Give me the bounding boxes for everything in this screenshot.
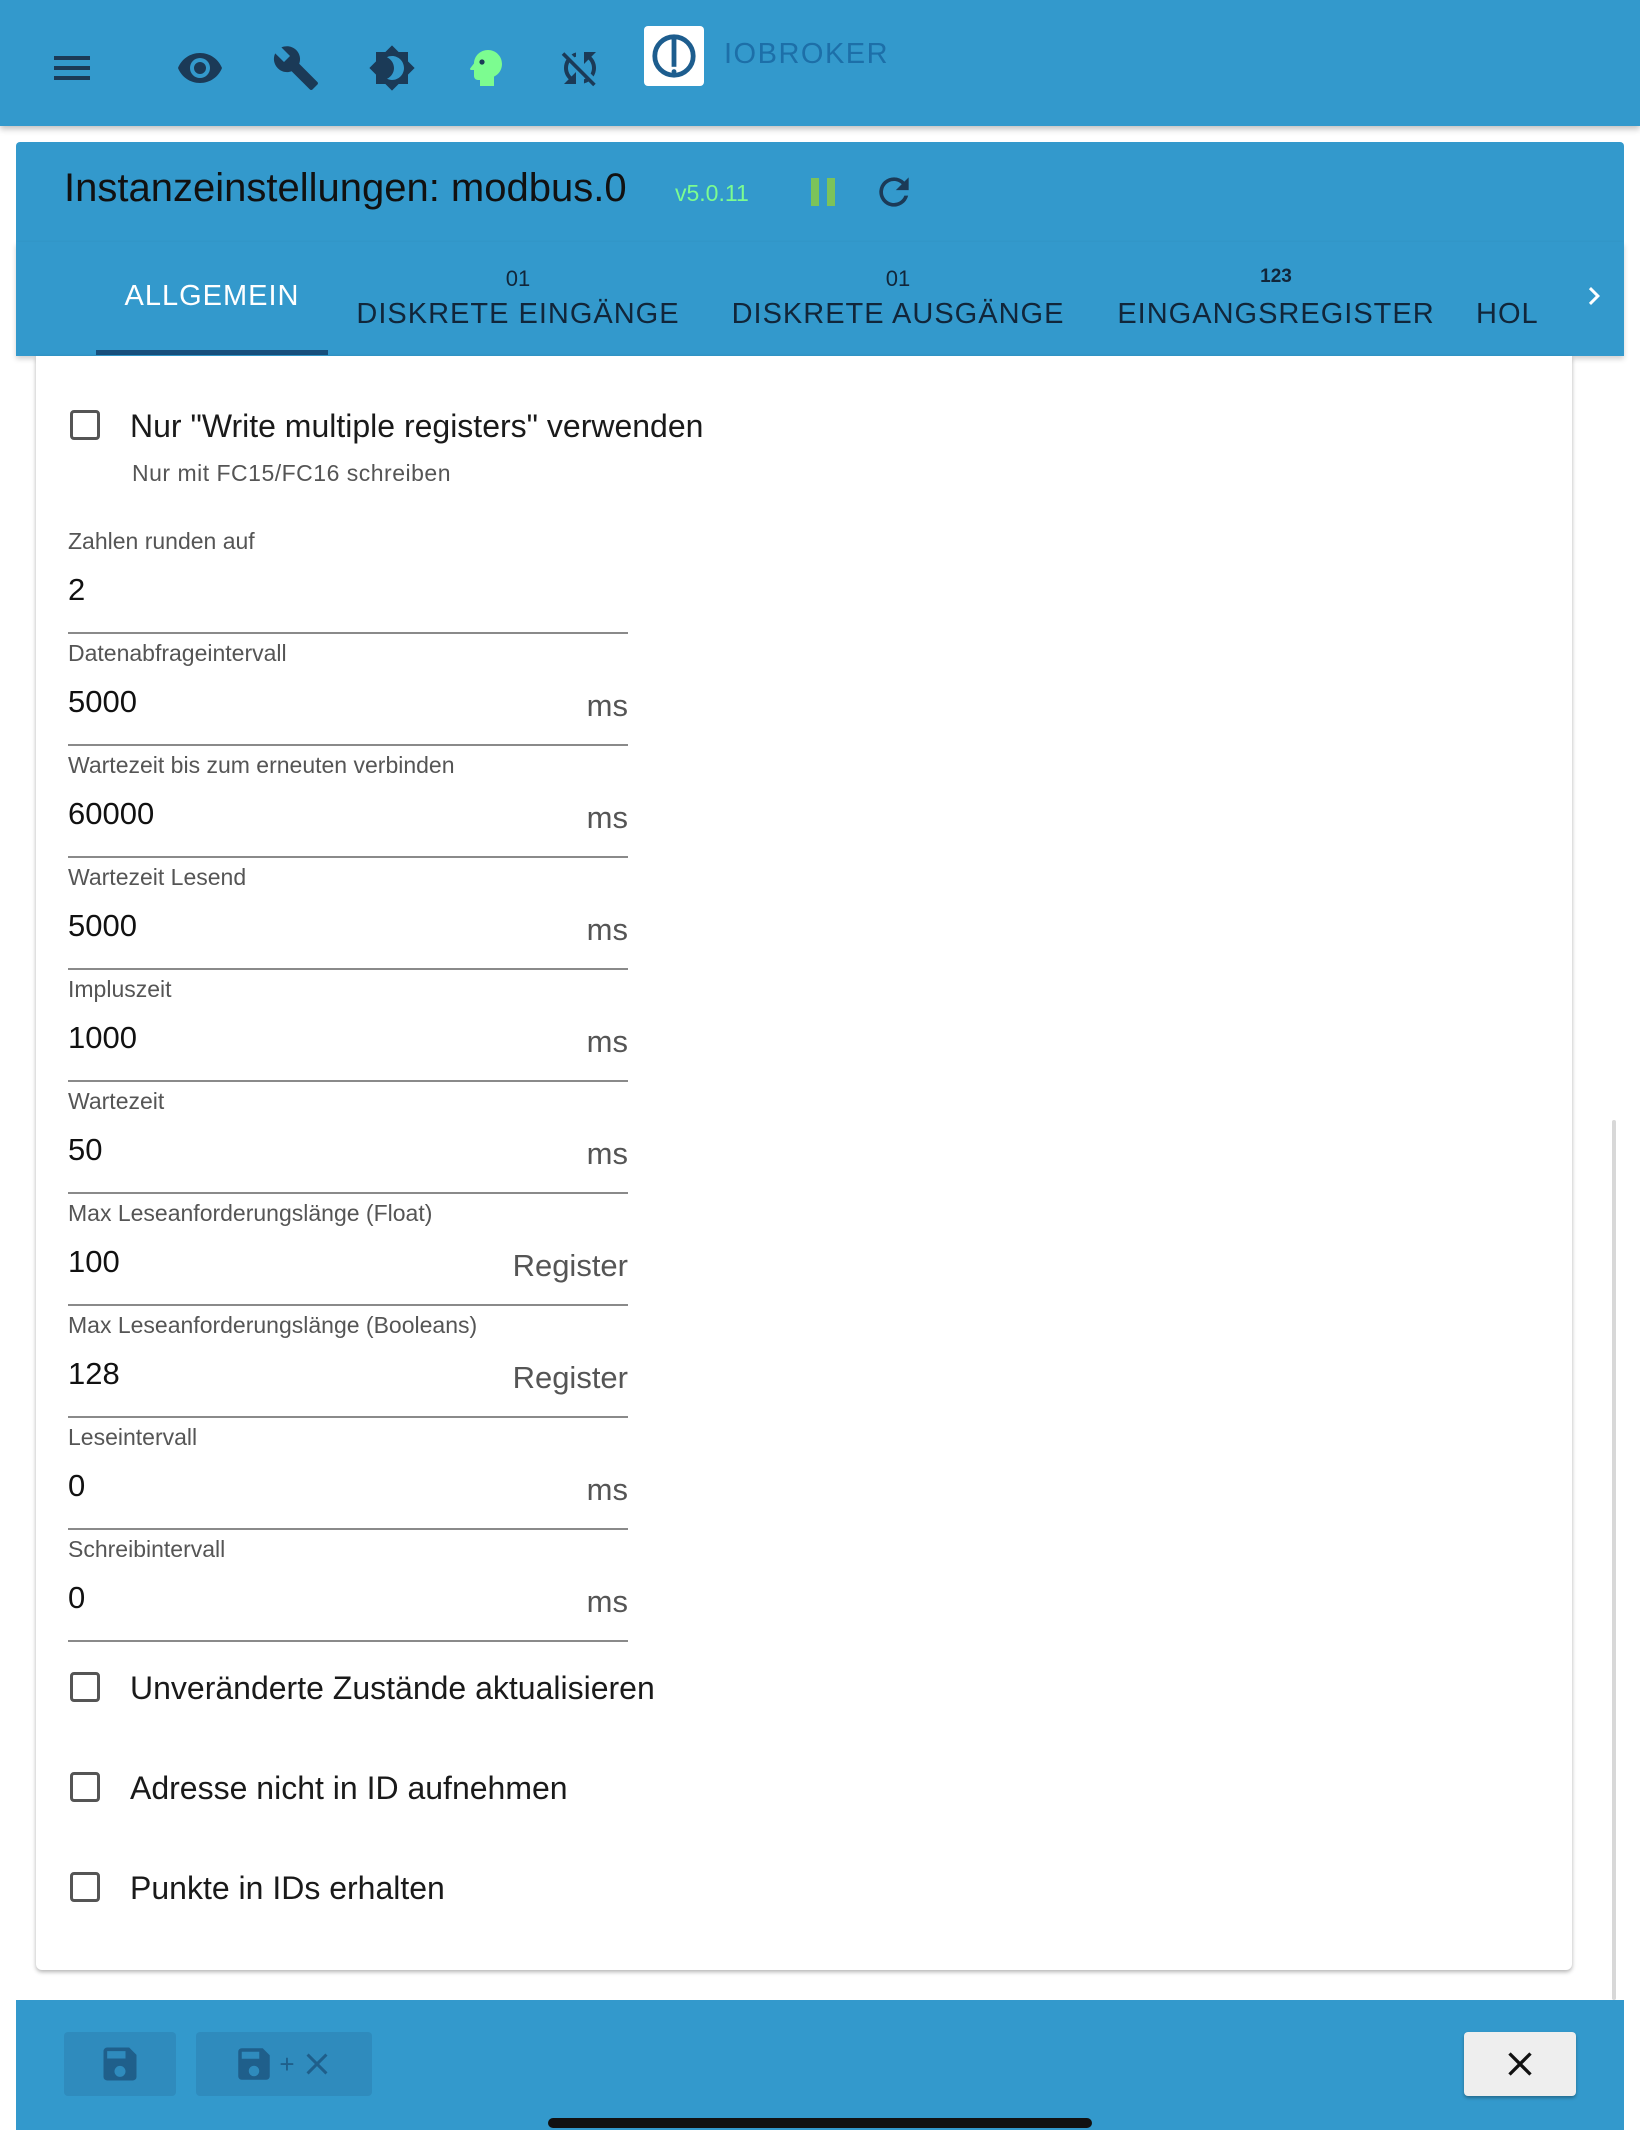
pulse-time-field[interactable] [68,976,628,1082]
tab-label: DISKRETE AUSGÄNGE [731,298,1065,330]
field-label: Leseintervall [68,1424,198,1450]
wait-time-field[interactable] [68,1088,628,1194]
tab-diskrete-eingaenge[interactable] [348,242,688,356]
home-indicator [548,2118,1092,2128]
reconnect-interval-field[interactable] [68,752,628,858]
field-value[interactable]: 0 [68,1468,86,1503]
brightness-icon[interactable] [364,40,420,96]
reload-icon[interactable] [872,170,916,219]
close-icon [1500,2044,1540,2084]
sync-off-icon[interactable] [552,40,608,96]
field-value[interactable]: 1000 [68,1020,137,1055]
binary-icon: 01 [885,266,911,291]
field-label: Impluszeit [68,976,172,1002]
binary-icon: 01 [505,266,531,291]
write-multiple-label: Nur "Write multiple registers" verwenden [130,408,704,444]
field-label: Zahlen runden auf [68,528,255,554]
field-value[interactable]: 60000 [68,796,155,831]
field-value[interactable]: 128 [68,1356,120,1391]
tab-eingangsregister[interactable] [1106,242,1446,356]
wrench-icon[interactable] [268,40,324,96]
tab-allgemein[interactable] [96,242,328,356]
tab-bar [16,242,1624,356]
field-unit: ms [586,688,628,723]
save-button[interactable] [64,2032,176,2096]
update-unchanged-label: Unveränderte Zustände aktualisieren [130,1670,655,1706]
app-bar [0,0,1640,126]
field-unit: ms [586,1024,628,1059]
read-timeout-field[interactable] [68,864,628,970]
write-multiple-help: Nur mit FC15/FC16 schreiben [132,460,451,486]
tab-holding-register[interactable] [1476,242,1566,356]
field-value[interactable]: 50 [68,1132,103,1167]
write-multiple-checkbox[interactable] [70,410,100,440]
iobroker-logo[interactable] [644,26,704,86]
round-numbers-field[interactable] [68,528,628,634]
read-interval-field[interactable] [68,1424,628,1530]
dialog-footer [16,2000,1624,2130]
tab-label: EINGANGSREGISTER [1117,298,1435,330]
tab-label: ALLGEMEIN [124,280,300,312]
field-unit: ms [586,800,628,835]
update-unchanged-checkbox[interactable] [70,1672,100,1702]
field-value[interactable]: 5000 [68,684,137,719]
iobroker-logo-icon [650,32,698,80]
pause-icon[interactable] [807,174,841,215]
max-read-length-float-field[interactable] [68,1200,628,1306]
chevron-right-icon[interactable] [1576,278,1612,319]
expert-head-icon[interactable] [458,40,514,96]
field-value[interactable]: 2 [68,572,86,607]
save-and-close-button[interactable] [196,2032,372,2096]
field-value[interactable]: 100 [68,1244,120,1279]
field-value[interactable]: 5000 [68,908,137,943]
max-read-length-boolean-field[interactable] [68,1312,628,1418]
field-unit: ms [586,1472,628,1507]
plus-sign: + [279,2048,295,2079]
dialog-title: Instanzeinstellungen: modbus.0 [64,166,627,210]
field-label: Wartezeit [68,1088,165,1114]
save-icon [98,2042,142,2086]
preserve-dots-label: Punkte in IDs erhalten [130,1870,445,1906]
close-icon [299,2046,335,2082]
write-interval-field[interactable] [68,1536,628,1642]
numeric-icon: 123 [1260,266,1292,287]
field-label: Wartezeit bis zum erneuten verbinden [68,752,455,778]
eye-icon[interactable] [172,40,228,96]
preserve-dots-checkbox[interactable] [70,1872,100,1902]
field-label: Datenabfrageintervall [68,640,287,666]
field-unit: ms [586,912,628,947]
tab-label: DISKRETE EINGÄNGE [356,298,680,330]
field-unit: ms [586,1136,628,1171]
close-button[interactable] [1464,2032,1576,2096]
field-unit: Register [512,1360,628,1395]
field-unit: ms [586,1584,628,1619]
poll-interval-field[interactable] [68,640,628,746]
version-badge: v5.0.11 [675,180,749,206]
field-unit: Register [512,1248,628,1283]
no-address-in-id-checkbox[interactable] [70,1772,100,1802]
scrollbar[interactable] [1612,1120,1616,2000]
field-label: Wartezeit Lesend [68,864,247,890]
tab-label: HOL [1476,298,1539,330]
dialog-header [16,142,1624,242]
field-label: Schreibintervall [68,1536,226,1562]
app-title: IOBROKER [724,38,890,70]
menu-icon[interactable] [44,40,100,96]
save-icon [233,2043,275,2085]
field-label: Max Leseanforderungslänge (Booleans) [68,1312,478,1338]
tab-diskrete-ausgaenge[interactable] [728,242,1068,356]
field-value[interactable]: 0 [68,1580,86,1615]
field-label: Max Leseanforderungslänge (Float) [68,1200,433,1226]
no-address-in-id-label: Adresse nicht in ID aufnehmen [130,1770,568,1806]
active-tab-indicator [96,350,328,355]
